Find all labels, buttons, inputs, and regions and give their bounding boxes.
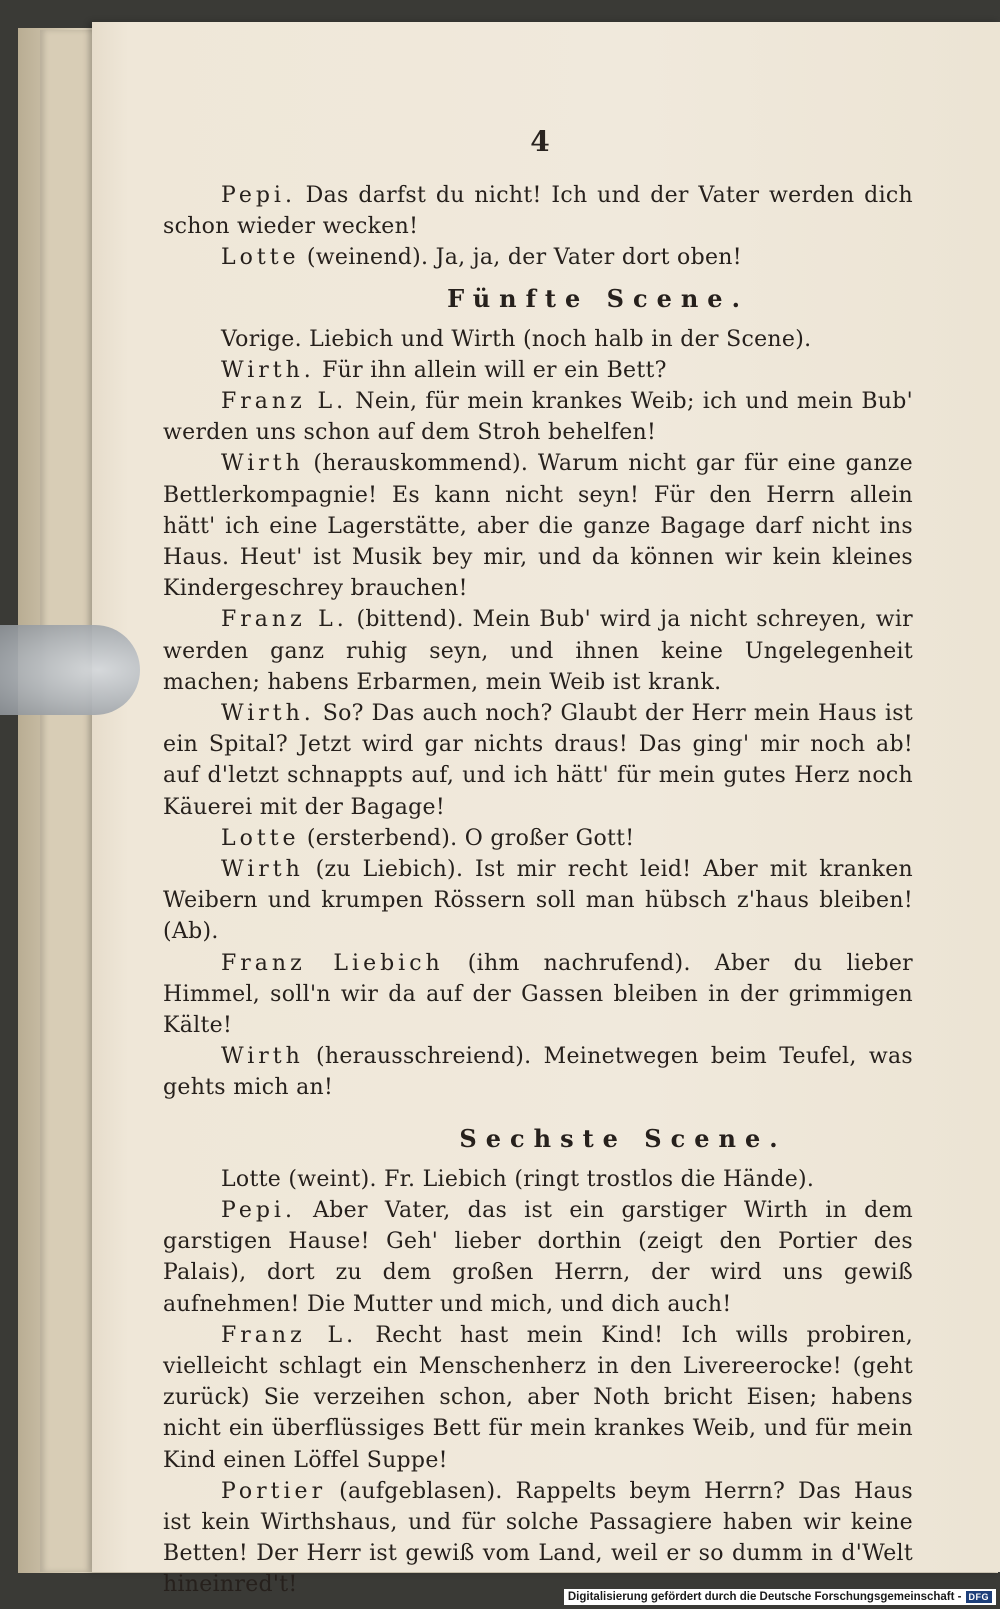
dialogue-text: So? Das auch noch? Glaubt der Herr mein Haus ist ein Spital? Jetzt wird gar nichts draus! Das ging' mir noch ab! auf d'letzt schnappts auf, und ich hätt' für mein gutes Herz noch Käuerei mit der Bagage! bbox=[163, 701, 913, 820]
speaker-name: Wirth. bbox=[221, 701, 315, 727]
speaker-name: Pepi. bbox=[221, 1197, 296, 1223]
speaker-name: Wirth. bbox=[221, 357, 315, 383]
dialogue-text: Das darfst du nicht! Ich und der Vater werden dich schon wieder wecken! bbox=[163, 183, 913, 240]
dialogue-text: Lotte (weint). Fr. Liebich (ringt trostlos die Hände). bbox=[221, 1166, 815, 1192]
dfg-logo: DFG bbox=[966, 1591, 993, 1603]
page-number: 4 bbox=[530, 125, 550, 158]
speaker-name: Franz L. bbox=[221, 607, 348, 633]
speaker-name: Wirth bbox=[221, 1044, 304, 1070]
page-text bbox=[163, 180, 913, 1601]
speaker-name: Franz L. bbox=[221, 389, 348, 415]
speaker-name: Lotte bbox=[221, 245, 300, 271]
dialogue-text: Recht hast mein Kind! Ich wills probiren, vielleicht schlagt ein Menschenherz in den Livereerocke! (geht zurück) Sie verzeihen schon, aber Noth bricht Eisen; habens nicht ein überflüssiges Bett für mein krankes Weib, und für mein Kind einen Löffel Suppe! bbox=[163, 1322, 913, 1473]
dialogue-text: (herausschreiend). Meinetwegen beim Teufel, was gehts mich an! bbox=[163, 1044, 913, 1101]
dialogue-paragraph bbox=[163, 1320, 913, 1476]
dialogue-paragraph bbox=[163, 698, 913, 823]
dialogue-paragraph bbox=[163, 1041, 913, 1103]
dialogue-paragraph bbox=[163, 180, 913, 242]
dialogue-paragraph bbox=[163, 386, 913, 448]
dialogue-text: (weinend). Ja, ja, der Vater dort oben! bbox=[299, 245, 742, 271]
dialogue-text: Nein, für mein krankes Weib; ich und mein Bub' werden uns schon auf dem Stroh behelfen! bbox=[163, 389, 913, 446]
dialogue-text: (ersterbend). O großer Gott! bbox=[299, 825, 635, 851]
dialogue-paragraph bbox=[163, 1195, 913, 1320]
dialogue-paragraph bbox=[163, 355, 913, 386]
speaker-name: Franz Liebich bbox=[221, 950, 444, 976]
dialogue-text: Für ihn allein will er ein Bett? bbox=[314, 357, 667, 383]
scene-heading: Sechste Scene. bbox=[459, 1123, 787, 1153]
speaker-name: Franz L. bbox=[221, 1322, 358, 1348]
dialogue-paragraph bbox=[163, 823, 913, 854]
dialogue-paragraph bbox=[163, 324, 913, 355]
dialogue-paragraph bbox=[163, 242, 913, 273]
dialogue-paragraph bbox=[163, 1164, 913, 1195]
footer-text: Digitalisierung gefördert durch die Deutsche Forschungsgemeinschaft - bbox=[567, 1591, 962, 1603]
dialogue-text: Aber Vater, das ist ein garstiger Wirth in dem garstigen Hause! Geh' lieber dorthin (zeigt den Portier des Palais), dort zu dem großen Herrn, der wird uns gewiß aufnehmen! Die Mutter und mich, und dich auch! bbox=[163, 1197, 913, 1317]
dialogue-text: (herauskommend). Warum nicht gar für eine ganze Bettlerkompagnie! Es kann nicht seyn! Für den Herrn allein hätt' ich eine Lagerstätte, aber die ganze Bagage darf nicht ins Haus. Heut' ist Musik bey mir, und da können wir kein kleines Kindergeschrey brauchen! bbox=[163, 451, 913, 602]
speaker-name: Wirth bbox=[221, 451, 304, 477]
digitization-footer bbox=[564, 1589, 996, 1605]
dialogue-paragraph bbox=[163, 604, 913, 698]
speaker-name: Wirth bbox=[221, 857, 304, 883]
dialogue-text: (zu Liebich). Ist mir recht leid! Aber mit kranken Weibern und krumpen Rössern soll man hübsch z'haus bleiben! (Ab). bbox=[163, 857, 913, 945]
dialogue-text: Vorige. Liebich und Wirth (noch halb in der Scene). bbox=[221, 326, 812, 352]
dialogue-text: (aufgeblasen). Rappelts beym Herrn? Das Haus ist kein Wirthshaus, und für solche Passagiere haben wir keine Betten! Der Herr ist gewiß vom Land, weil er so dumm in d'Welt hineinred't! bbox=[163, 1478, 913, 1598]
dialogue-paragraph bbox=[163, 948, 913, 1042]
scanner-thumb bbox=[0, 625, 140, 715]
dialogue-paragraph bbox=[163, 1476, 913, 1601]
dialogue-paragraph bbox=[163, 854, 913, 948]
dialogue-text: (ihm nachrufend). Aber du lieber Himmel, soll'n wir da auf der Gassen bleiben in der grimmigen Kälte! bbox=[163, 950, 913, 1039]
speaker-name: Pepi. bbox=[221, 183, 296, 208]
dialogue-text: (bittend). Mein Bub' wird ja nicht schreyen, wir werden ganz ruhig seyn, und ihnen keine Ungelegenheit machen; habens Erbarmen, mein Weib ist krank. bbox=[163, 607, 913, 695]
speaker-name: Portier bbox=[221, 1478, 327, 1504]
dialogue-paragraph bbox=[163, 448, 913, 604]
scene-heading: Fünfte Scene. bbox=[447, 283, 749, 313]
speaker-name: Lotte bbox=[221, 825, 300, 851]
